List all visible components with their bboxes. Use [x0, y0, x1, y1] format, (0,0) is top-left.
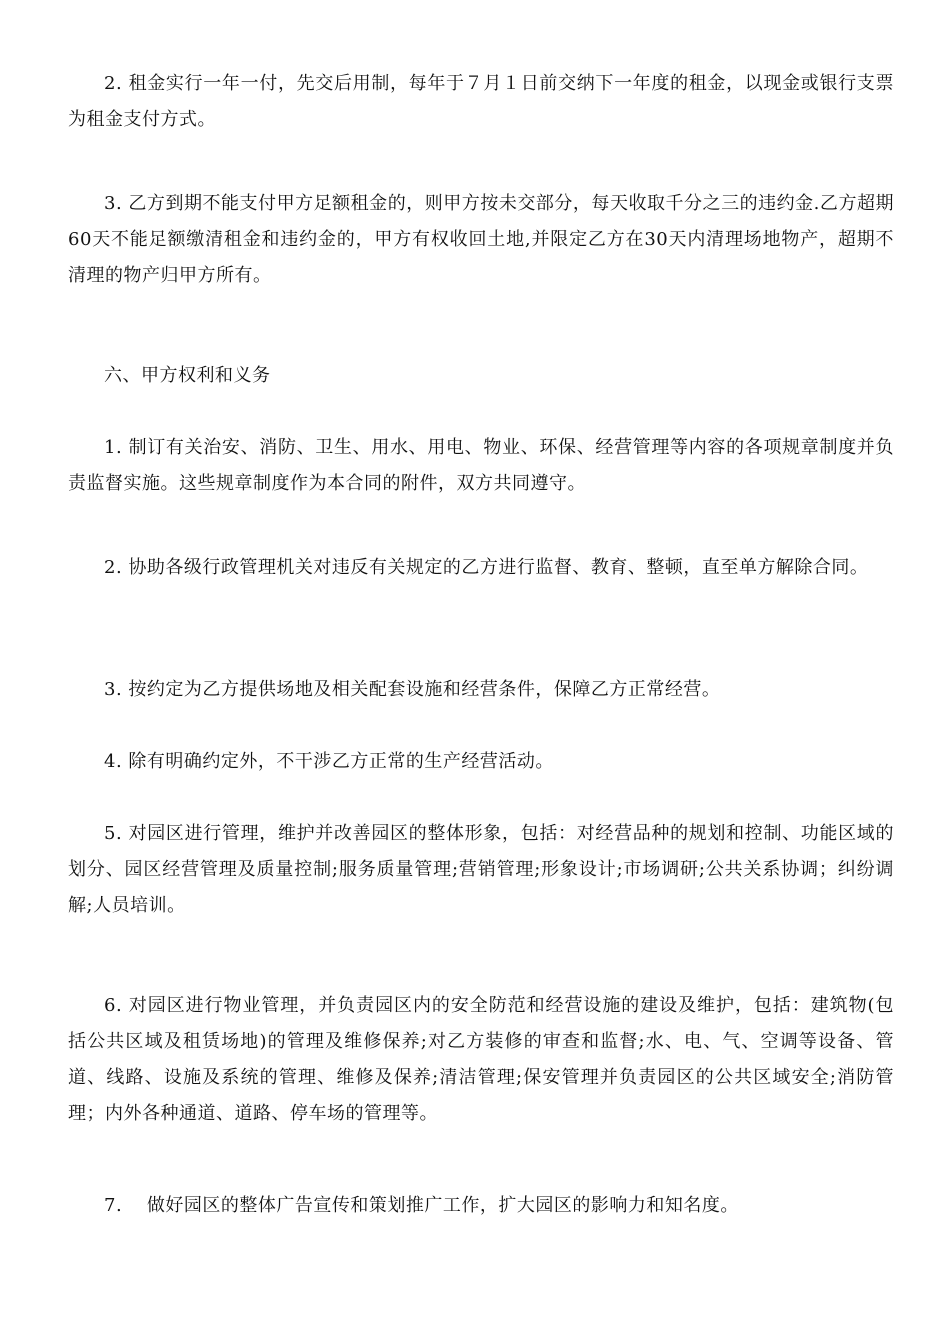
- party-a-duty-6: 6. 对园区进行物业管理，并负责园区内的安全防范和经营设施的建设及维护，包括：建筑物(包括公共区域及租赁场地)的管理及维修保养;对乙方装修的审查和监督;水、电、气、空调等设备、管道、线路、设施及系统的管理、维修及保养;清洁管理;保安管理并负责园区的公共区域安全;消防管理；内外各种通道、道路、停车场的管理等。: [68, 995, 894, 1124]
- party-a-duty-2: 2. 协助各级行政管理机关对违反有关规定的乙方进行监督、教育、整顿，直至单方解除合同。: [104, 557, 869, 578]
- late-payment-clause: 3. 乙方到期不能支付甲方足额租金的，则甲方按未交部分，每天收取千分之三的违约金.乙方超期60天不能足额缴清租金和违约金的，甲方有权收回土地,并限定乙方在30天内清理场地物产，超期不清理的物产归甲方所有。: [68, 193, 894, 286]
- party-a-duty-7: 7. 做好园区的整体广告宣传和策划推广工作，扩大园区的影响力和知名度。: [104, 1195, 739, 1216]
- party-a-duty-4: 4. 除有明确约定外，不干涉乙方正常的生产经营活动。: [104, 751, 554, 772]
- party-a-duty-5: 5. 对园区进行管理，维护并改善园区的整体形象，包括：对经营品种的规划和控制、功能区域的划分、园区经营管理及质量控制;服务质量管理;营销管理;形象设计;市场调研;公共关系协调；纠纷调解;人员培训。: [68, 823, 894, 916]
- party-a-duty-1: 1. 制订有关治安、消防、卫生、用水、用电、物业、环保、经营管理等内容的各项规章制度并负责监督实施。这些规章制度作为本合同的附件，双方共同遵守。: [68, 437, 894, 494]
- rent-payment-clause: 2. 租金实行一年一付，先交后用制，每年于７月１日前交纳下一年度的租金，以现金或银行支票为租金支付方式。: [68, 73, 894, 130]
- section-heading-party-a-rights: 六、甲方权利和义务: [104, 365, 271, 386]
- party-a-duty-3: 3. 按约定为乙方提供场地及相关配套设施和经营条件，保障乙方正常经营。: [104, 679, 721, 700]
